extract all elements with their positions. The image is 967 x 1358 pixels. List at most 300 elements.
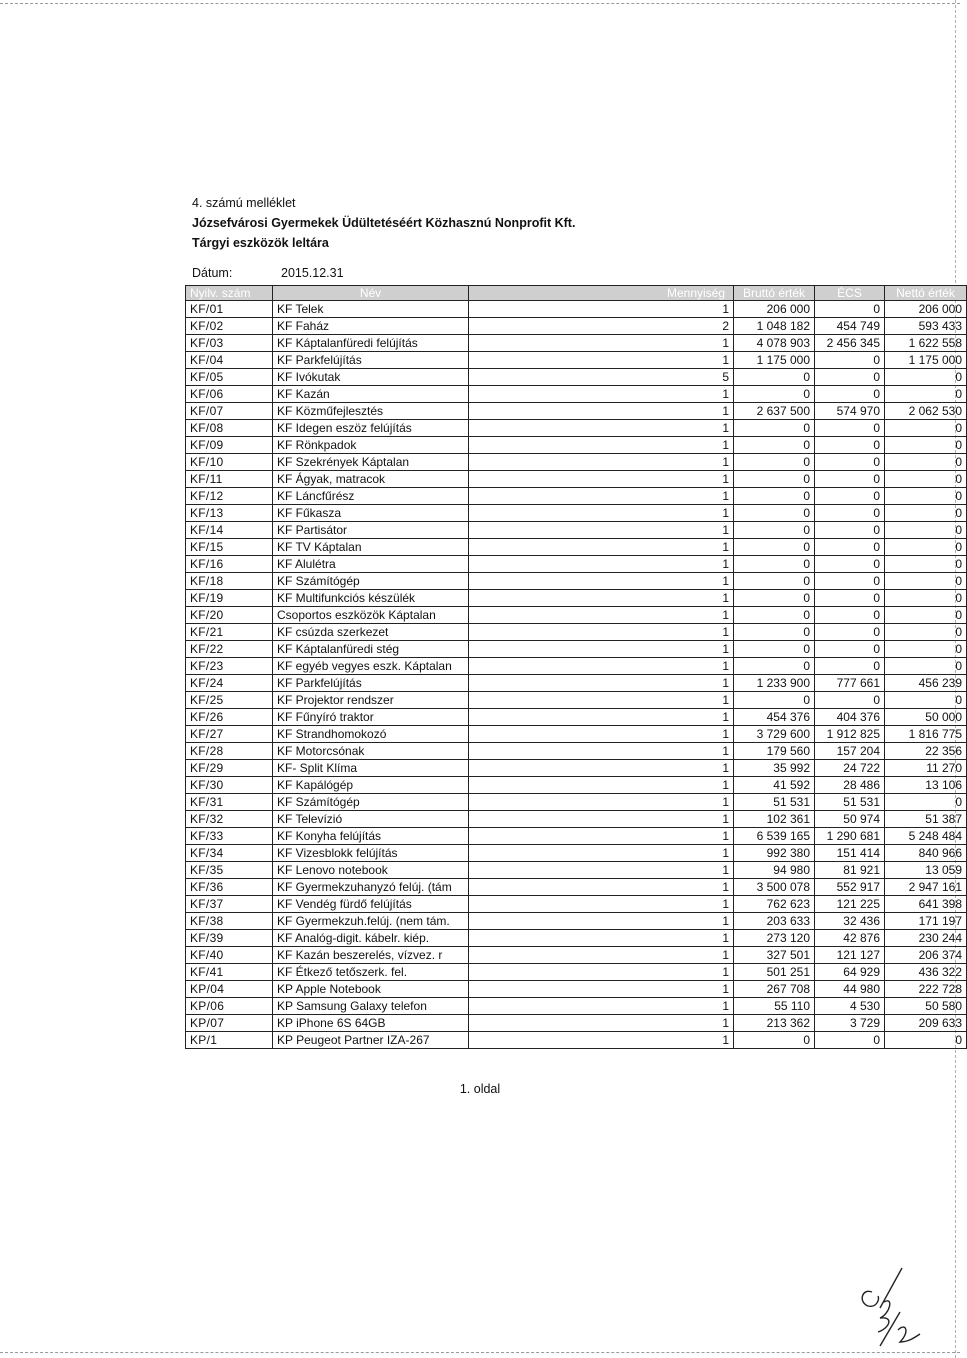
annex-label: 4. számú melléklet [192,196,296,210]
cell-net-value: 1 622 558 [885,335,967,352]
cell-depreciation: 574 970 [815,403,885,420]
cell-quantity: 1 [469,964,734,981]
cell-net-value: 0 [885,386,967,403]
cell-net-value: 0 [885,369,967,386]
cell-id: KF/18 [186,573,273,590]
cell-quantity: 1 [469,522,734,539]
cell-gross-value: 0 [734,556,815,573]
cell-gross-value: 0 [734,607,815,624]
cell-gross-value: 2 637 500 [734,403,815,420]
cell-name: KF Számítógép [273,794,469,811]
cell-depreciation: 0 [815,641,885,658]
cell-name: KF egyéb vegyes eszk. Káptalan [273,658,469,675]
cell-quantity: 1 [469,488,734,505]
cell-net-value: 51 387 [885,811,967,828]
cell-id: KF/15 [186,539,273,556]
table-row [186,522,967,539]
cell-net-value: 0 [885,607,967,624]
cell-id: KF/26 [186,709,273,726]
cell-depreciation: 0 [815,658,885,675]
cell-gross-value: 762 623 [734,896,815,913]
cell-depreciation: 24 722 [815,760,885,777]
cell-name: KF Láncfűrész [273,488,469,505]
cell-gross-value: 94 980 [734,862,815,879]
cell-quantity: 1 [469,879,734,896]
cell-quantity: 1 [469,760,734,777]
cell-net-value: 0 [885,471,967,488]
cell-name: KF Konyha felújítás [273,828,469,845]
cell-gross-value: 0 [734,471,815,488]
cell-gross-value: 0 [734,369,815,386]
cell-name: KF Projektor rendszer [273,692,469,709]
cell-id: KP/06 [186,998,273,1015]
scan-edge-top [0,3,960,4]
cell-name: Csoportos eszközök Káptalan [273,607,469,624]
column-header-depreciation: ÉCS [815,286,885,301]
cell-id: KF/31 [186,794,273,811]
cell-depreciation: 0 [815,454,885,471]
column-header-quantity: Mennyiség [469,286,734,301]
cell-gross-value: 1 233 900 [734,675,815,692]
cell-name: KF Parkfelújítás [273,675,469,692]
cell-id: KF/12 [186,488,273,505]
cell-gross-value: 0 [734,488,815,505]
cell-depreciation: 157 204 [815,743,885,760]
cell-gross-value: 0 [734,658,815,675]
cell-net-value: 0 [885,437,967,454]
cell-quantity: 1 [469,709,734,726]
table-row [186,964,967,981]
table-row [186,845,967,862]
cell-depreciation: 0 [815,352,885,369]
cell-quantity: 1 [469,777,734,794]
cell-net-value: 0 [885,522,967,539]
cell-depreciation: 0 [815,539,885,556]
table-row [186,607,967,624]
cell-net-value: 50 000 [885,709,967,726]
cell-net-value: 0 [885,658,967,675]
cell-quantity: 1 [469,386,734,403]
signature-mark [850,1262,930,1348]
cell-gross-value: 0 [734,522,815,539]
cell-depreciation: 0 [815,590,885,607]
date-value: 2015.12.31 [281,266,344,280]
cell-gross-value: 992 380 [734,845,815,862]
cell-gross-value: 273 120 [734,930,815,947]
table-row [186,862,967,879]
cell-depreciation: 64 929 [815,964,885,981]
cell-name: KF Számítógép [273,573,469,590]
cell-quantity: 1 [469,539,734,556]
cell-name: KF Szekrények Káptalan [273,454,469,471]
column-header-net-value: Nettó érték [885,286,967,301]
cell-gross-value: 55 110 [734,998,815,1015]
cell-net-value: 13 106 [885,777,967,794]
cell-gross-value: 4 078 903 [734,335,815,352]
cell-name: KF Kazán beszerelés, vízvez. r [273,947,469,964]
cell-net-value: 11 270 [885,760,967,777]
table-row [186,709,967,726]
table-row [186,471,967,488]
cell-gross-value: 0 [734,641,815,658]
cell-net-value: 222 728 [885,981,967,998]
cell-name: KF Gyermekzuhanyzó felúj. (tám [273,879,469,896]
cell-net-value: 206 374 [885,947,967,964]
cell-id: KF/24 [186,675,273,692]
cell-net-value: 1 175 000 [885,352,967,369]
cell-name: KF Étkező tetőszerk. fel. [273,964,469,981]
cell-id: KF/16 [186,556,273,573]
table-row [186,828,967,845]
cell-depreciation: 50 974 [815,811,885,828]
table-row [186,998,967,1015]
cell-id: KF/07 [186,403,273,420]
cell-quantity: 1 [469,930,734,947]
cell-gross-value: 0 [734,437,815,454]
cell-id: KF/20 [186,607,273,624]
cell-quantity: 1 [469,403,734,420]
cell-quantity: 1 [469,675,734,692]
cell-net-value: 171 197 [885,913,967,930]
cell-depreciation: 1 290 681 [815,828,885,845]
column-header-gross-value: Bruttó érték [734,286,815,301]
cell-depreciation: 32 436 [815,913,885,930]
cell-depreciation: 0 [815,624,885,641]
table-header-row [186,286,967,301]
cell-depreciation: 0 [815,420,885,437]
cell-gross-value: 102 361 [734,811,815,828]
table-row [186,505,967,522]
cell-quantity: 1 [469,505,734,522]
cell-depreciation: 1 912 825 [815,726,885,743]
column-header-name: Név [273,286,469,301]
cell-depreciation: 0 [815,301,885,318]
cell-name: KF Televízió [273,811,469,828]
cell-net-value: 436 322 [885,964,967,981]
cell-id: KP/07 [186,1015,273,1032]
cell-gross-value: 0 [734,454,815,471]
cell-gross-value: 203 633 [734,913,815,930]
cell-quantity: 1 [469,573,734,590]
table-row [186,420,967,437]
cell-net-value: 1 816 775 [885,726,967,743]
cell-gross-value: 0 [734,1032,815,1049]
cell-net-value: 0 [885,505,967,522]
cell-net-value: 0 [885,794,967,811]
cell-quantity: 1 [469,641,734,658]
table-row [186,301,967,318]
table-row [186,692,967,709]
cell-id: KF/30 [186,777,273,794]
table-row [186,879,967,896]
cell-depreciation: 0 [815,556,885,573]
cell-depreciation: 0 [815,692,885,709]
cell-gross-value: 35 992 [734,760,815,777]
cell-id: KF/19 [186,590,273,607]
cell-id: KF/37 [186,896,273,913]
cell-name: KF Telek [273,301,469,318]
cell-quantity: 1 [469,1015,734,1032]
cell-id: KF/25 [186,692,273,709]
table-row [186,896,967,913]
cell-name: KF Parkfelújítás [273,352,469,369]
cell-depreciation: 404 376 [815,709,885,726]
cell-depreciation: 2 456 345 [815,335,885,352]
cell-name: KF Káptalanfüredi stég [273,641,469,658]
cell-depreciation: 44 980 [815,981,885,998]
table-row [186,913,967,930]
cell-quantity: 1 [469,658,734,675]
table-row [186,675,967,692]
cell-net-value: 0 [885,420,967,437]
table-row [186,386,967,403]
cell-id: KF/01 [186,301,273,318]
document-title: Tárgyi eszközök leltára [192,236,329,250]
cell-depreciation: 0 [815,488,885,505]
cell-net-value: 0 [885,641,967,658]
cell-net-value: 593 433 [885,318,967,335]
cell-gross-value: 0 [734,624,815,641]
cell-id: KF/28 [186,743,273,760]
table-row [186,930,967,947]
cell-gross-value: 1 175 000 [734,352,815,369]
cell-gross-value: 0 [734,573,815,590]
table-row [186,573,967,590]
cell-name: KF- Split Klíma [273,760,469,777]
cell-id: KF/14 [186,522,273,539]
cell-id: KF/38 [186,913,273,930]
cell-depreciation: 0 [815,386,885,403]
cell-depreciation: 0 [815,369,885,386]
cell-name: KF Gyermekzuh.felúj. (nem tám. [273,913,469,930]
cell-gross-value: 267 708 [734,981,815,998]
table-row [186,794,967,811]
cell-id: KF/33 [186,828,273,845]
column-header-id: Nyilv. szám [186,286,273,301]
cell-gross-value: 454 376 [734,709,815,726]
cell-net-value: 0 [885,624,967,641]
cell-quantity: 1 [469,590,734,607]
date-label: Dátum: [192,266,233,280]
cell-net-value: 0 [885,692,967,709]
table-row [186,1032,967,1049]
table-row [186,947,967,964]
cell-quantity: 1 [469,896,734,913]
cell-name: KF Alulétra [273,556,469,573]
cell-name: KF Fűkasza [273,505,469,522]
cell-depreciation: 552 917 [815,879,885,896]
table-body [186,301,967,1049]
table-row [186,743,967,760]
cell-id: KF/03 [186,335,273,352]
cell-name: KF Ágyak, matracok [273,471,469,488]
inventory-table [185,285,967,1049]
table-row [186,437,967,454]
cell-quantity: 1 [469,471,734,488]
cell-gross-value: 0 [734,386,815,403]
cell-depreciation: 0 [815,573,885,590]
cell-quantity: 1 [469,828,734,845]
table-row [186,318,967,335]
page-number: 1. oldal [459,1082,501,1096]
table-row [186,335,967,352]
cell-gross-value: 0 [734,539,815,556]
date-line [192,266,344,280]
cell-depreciation: 3 729 [815,1015,885,1032]
cell-net-value: 0 [885,454,967,471]
cell-name: KP iPhone 6S 64GB [273,1015,469,1032]
cell-gross-value: 206 000 [734,301,815,318]
table-row [186,777,967,794]
cell-id: KF/11 [186,471,273,488]
cell-id: KF/13 [186,505,273,522]
cell-depreciation: 42 876 [815,930,885,947]
cell-net-value: 13 059 [885,862,967,879]
cell-id: KF/32 [186,811,273,828]
table-row [186,488,967,505]
cell-gross-value: 179 560 [734,743,815,760]
cell-depreciation: 0 [815,522,885,539]
cell-net-value: 641 398 [885,896,967,913]
cell-net-value: 22 356 [885,743,967,760]
cell-name: KF Káptalanfüredi felújítás [273,335,469,352]
cell-gross-value: 51 531 [734,794,815,811]
cell-id: KF/09 [186,437,273,454]
cell-name: KF Vendég fürdő felújítás [273,896,469,913]
table-row [186,590,967,607]
cell-quantity: 1 [469,301,734,318]
cell-quantity: 1 [469,981,734,998]
cell-id: KF/10 [186,454,273,471]
cell-id: KP/04 [186,981,273,998]
cell-gross-value: 0 [734,590,815,607]
cell-quantity: 1 [469,1032,734,1049]
organization-name: Józsefvárosi Gyermekek Üdültetéséért Közhasznú Nonprofit Kft. [192,216,576,230]
table-row [186,352,967,369]
cell-name: KF Kapálógép [273,777,469,794]
cell-quantity: 1 [469,862,734,879]
cell-id: KF/40 [186,947,273,964]
cell-id: KF/22 [186,641,273,658]
cell-net-value: 0 [885,1032,967,1049]
cell-id: KP/1 [186,1032,273,1049]
cell-net-value: 50 580 [885,998,967,1015]
cell-id: KF/06 [186,386,273,403]
cell-name: KF Partisátor [273,522,469,539]
cell-net-value: 0 [885,573,967,590]
cell-id: KF/05 [186,369,273,386]
scan-edge-bottom [0,1352,960,1353]
cell-gross-value: 41 592 [734,777,815,794]
cell-depreciation: 454 749 [815,318,885,335]
cell-gross-value: 3 729 600 [734,726,815,743]
table-row [186,658,967,675]
cell-quantity: 1 [469,692,734,709]
table-row [186,539,967,556]
cell-net-value: 0 [885,539,967,556]
table-row [186,454,967,471]
cell-net-value: 230 244 [885,930,967,947]
cell-gross-value: 3 500 078 [734,879,815,896]
cell-quantity: 1 [469,335,734,352]
cell-depreciation: 0 [815,607,885,624]
table-row [186,641,967,658]
cell-id: KF/08 [186,420,273,437]
table-row [186,760,967,777]
table-row [186,726,967,743]
cell-id: KF/41 [186,964,273,981]
cell-depreciation: 0 [815,437,885,454]
cell-quantity: 5 [469,369,734,386]
cell-name: KF Multifunkciós készülék [273,590,469,607]
cell-name: KP Peugeot Partner IZA-267 [273,1032,469,1049]
table-row [186,403,967,420]
cell-gross-value: 0 [734,505,815,522]
cell-name: KF Rönkpadok [273,437,469,454]
cell-id: KF/35 [186,862,273,879]
cell-net-value: 209 633 [885,1015,967,1032]
cell-name: KF Ivókutak [273,369,469,386]
cell-name: KF Analóg-digit. kábelr. kiép. [273,930,469,947]
cell-depreciation: 121 127 [815,947,885,964]
cell-name: KF Strandhomokozó [273,726,469,743]
cell-net-value: 0 [885,556,967,573]
cell-net-value: 5 248 484 [885,828,967,845]
cell-gross-value: 0 [734,420,815,437]
cell-quantity: 1 [469,913,734,930]
cell-name: KF Vizesblokk felújítás [273,845,469,862]
cell-quantity: 1 [469,998,734,1015]
cell-id: KF/04 [186,352,273,369]
cell-depreciation: 4 530 [815,998,885,1015]
cell-quantity: 1 [469,437,734,454]
cell-name: KP Samsung Galaxy telefon [273,998,469,1015]
cell-net-value: 2 947 161 [885,879,967,896]
cell-id: KF/21 [186,624,273,641]
cell-net-value: 206 000 [885,301,967,318]
cell-quantity: 1 [469,726,734,743]
cell-depreciation: 0 [815,471,885,488]
cell-name: KF Faház [273,318,469,335]
cell-quantity: 1 [469,845,734,862]
cell-id: KF/29 [186,760,273,777]
cell-id: KF/27 [186,726,273,743]
cell-id: KF/23 [186,658,273,675]
cell-name: KF csúzda szerkezet [273,624,469,641]
cell-quantity: 1 [469,556,734,573]
cell-quantity: 1 [469,607,734,624]
cell-name: KF Fűnyíró traktor [273,709,469,726]
cell-quantity: 1 [469,947,734,964]
cell-depreciation: 28 486 [815,777,885,794]
cell-net-value: 2 062 530 [885,403,967,420]
cell-quantity: 1 [469,352,734,369]
cell-quantity: 2 [469,318,734,335]
cell-net-value: 0 [885,590,967,607]
cell-quantity: 1 [469,420,734,437]
cell-name: KF Kazán [273,386,469,403]
cell-gross-value: 213 362 [734,1015,815,1032]
cell-depreciation: 121 225 [815,896,885,913]
cell-quantity: 1 [469,454,734,471]
cell-name: KF Motorcsónak [273,743,469,760]
cell-gross-value: 6 539 165 [734,828,815,845]
cell-gross-value: 0 [734,692,815,709]
cell-name: KF Idegen eszöz felújítás [273,420,469,437]
cell-gross-value: 327 501 [734,947,815,964]
table-row [186,556,967,573]
cell-name: KF Közműfejlesztés [273,403,469,420]
